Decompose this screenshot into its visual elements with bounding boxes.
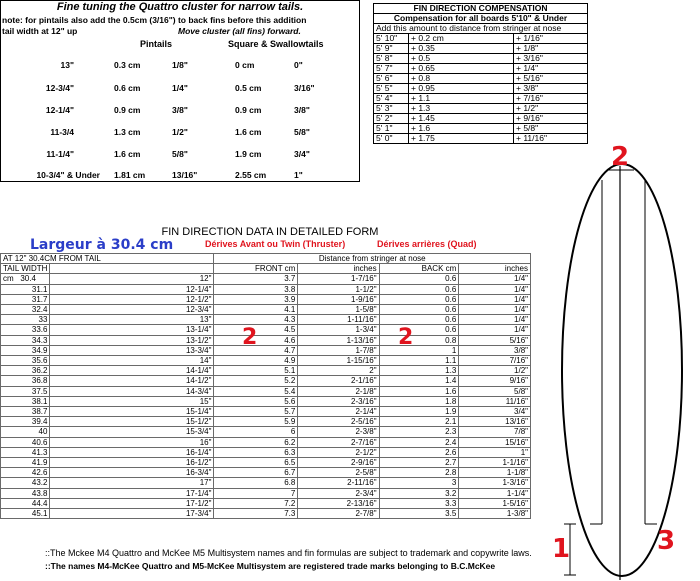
compensation-row (374, 64, 588, 74)
fin-direction-table (0, 253, 531, 519)
front-cm: 6.3 (214, 447, 298, 457)
square-inches: 0" (294, 60, 303, 70)
back-inches: 7/8" (459, 427, 531, 437)
back-cm: 3.2 (379, 488, 459, 498)
back-cm: 2.6 (379, 447, 459, 457)
add-cm: + 0.5 (409, 54, 514, 64)
width-cm: 38.1 (1, 396, 50, 406)
add-inches: + 1/16" (514, 34, 588, 44)
tail-width: 10-3/4" & Under (36, 170, 100, 180)
square-cm: 0 cm (235, 60, 255, 70)
header-back-cm: BACK cm (379, 264, 459, 274)
fine-tuning-row (0, 83, 360, 97)
board-length: 5' 5" (374, 84, 409, 94)
add-inches: + 11/16" (514, 134, 588, 144)
add-cm: + 1.45 (409, 114, 514, 124)
back-inches: 1/4" (459, 294, 531, 304)
surfboard-diagram (550, 160, 700, 581)
board-length: 5' 0" (374, 134, 409, 144)
back-cm: 1.8 (379, 396, 459, 406)
board-outline (562, 164, 682, 576)
table-row (1, 396, 531, 406)
front-inches: 2" (298, 366, 379, 376)
board-length: 5' 10" (374, 34, 409, 44)
fine-tuning-row (0, 170, 360, 184)
width-cm: 38.7 (1, 407, 50, 417)
board-length: 5' 1" (374, 124, 409, 134)
width-inches: 17-3/4" (50, 509, 214, 519)
width-cm: 35.6 (1, 356, 50, 366)
table-row (1, 417, 531, 427)
width-inches: 14-1/2" (50, 376, 214, 386)
back-inches: 11/16" (459, 396, 531, 406)
back-inches: 7/16" (459, 356, 531, 366)
square-cm: 1.9 cm (235, 149, 262, 159)
front-inches: 2-1/2" (298, 447, 379, 457)
pintail-inches: 1/4" (172, 83, 188, 93)
back-cm: 3.5 (379, 509, 459, 519)
back-cm: 0.6 (379, 325, 459, 335)
table-row (1, 376, 531, 386)
back-inches: 13/16" (459, 417, 531, 427)
front-inches: 2-3/16" (298, 396, 379, 406)
pintail-cm: 1.6 cm (114, 149, 141, 159)
width-inches: 13" (50, 315, 214, 325)
tail-width: 13" (60, 60, 74, 70)
front-cm: 5.7 (214, 407, 298, 417)
back-inches: 1-5/16" (459, 498, 531, 508)
tail-width-label: tail width at 12" up (2, 26, 78, 36)
width-cm: 41.9 (1, 458, 50, 468)
front-cm: 4.9 (214, 356, 298, 366)
board-marker-right: 3 (657, 526, 676, 556)
front-inches: 1-13/16" (298, 335, 379, 345)
table-row (1, 427, 531, 437)
fine-tuning-row (0, 127, 360, 141)
front-inches: 1-15/16" (298, 356, 379, 366)
compensation-instruction: Add this amount to distance from stringer at nose (374, 24, 588, 34)
back-fins-label: Dérives arrières (Quad) (377, 239, 477, 249)
front-inches: 2-13/16" (298, 498, 379, 508)
add-cm: + 0.65 (409, 64, 514, 74)
add-cm: + 0.95 (409, 84, 514, 94)
front-cm: 7.2 (214, 498, 298, 508)
front-fins-label: Dérives Avant ou Twin (Thruster) (205, 239, 346, 249)
add-inches: + 7/16" (514, 94, 588, 104)
width-inches: 15-1/4" (50, 407, 214, 417)
width-inches: 16-1/2" (50, 458, 214, 468)
board-length: 5' 8" (374, 54, 409, 64)
add-inches: + 5/16" (514, 74, 588, 84)
width-inches: 12-1/4" (50, 284, 214, 294)
back-cm: 1 (379, 345, 459, 355)
fine-tuning-row (0, 60, 360, 74)
width-cm: 39.4 (1, 417, 50, 427)
front-inches: 2-1/8" (298, 386, 379, 396)
back-cm: 0.6 (379, 274, 459, 284)
width-cm: 34.9 (1, 345, 50, 355)
width-cm: 36.2 (1, 366, 50, 376)
width-cm: 40.6 (1, 437, 50, 447)
back-inches: 5/8" (459, 386, 531, 396)
fine-tuning-row (0, 105, 360, 119)
back-inches: 1/4" (459, 305, 531, 315)
pintails-header: Pintails (140, 39, 173, 49)
front-inches: 2-7/8" (298, 509, 379, 519)
front-cm: 6 (214, 427, 298, 437)
front-inches: 2-5/16" (298, 417, 379, 427)
back-inches: 1/4" (459, 284, 531, 294)
compensation-row (374, 44, 588, 54)
back-cm: 2.1 (379, 417, 459, 427)
tail-width: 11-3/4 (50, 127, 74, 137)
back-inches: 1-3/16" (459, 478, 531, 488)
pintail-cm: 1.81 cm (114, 170, 146, 180)
back-inches: 1-3/8" (459, 509, 531, 519)
square-cm: 2.55 cm (235, 170, 267, 180)
width-cm: 31.7 (1, 294, 50, 304)
square-inches: 3/4" (294, 149, 310, 159)
table-row (1, 366, 531, 376)
width-inches: 16" (50, 437, 214, 447)
width-inches: 16-1/4" (50, 447, 214, 457)
back-inches: 1-1/8" (459, 468, 531, 478)
width-inches: 14-3/4" (50, 386, 214, 396)
back-inches: 1" (459, 447, 531, 457)
width-cm: 45.1 (1, 509, 50, 519)
add-inches: + 1/4" (514, 64, 588, 74)
compensation-row (374, 134, 588, 144)
pintail-inches: 5/8" (172, 149, 188, 159)
width-inches: 17-1/2" (50, 498, 214, 508)
width-inches: 15" (50, 396, 214, 406)
back-inches: 1-1/4" (459, 488, 531, 498)
width-cm: 43.8 (1, 488, 50, 498)
compensation-row (374, 94, 588, 104)
width-cm: 31.1 (1, 284, 50, 294)
table-row (1, 509, 531, 519)
unit-cm: cm (3, 274, 14, 284)
board-marker-left: 1 (552, 534, 571, 564)
back-inches: 1/4" (459, 325, 531, 335)
header-inches-back: inches (459, 264, 531, 274)
table-header-row (1, 254, 531, 264)
board-marker-top: 2 (611, 142, 630, 172)
width-inches: 12-3/4" (50, 305, 214, 315)
fine-tuning-title: Fine tuning the Quattro cluster for narrow tails. (56, 1, 304, 13)
front-inches: 2-7/16" (298, 437, 379, 447)
board-length: 5' 4" (374, 94, 409, 104)
board-length: 5' 2" (374, 114, 409, 124)
front-inches: 2-5/8" (298, 468, 379, 478)
square-swallowtails-header: Square & Swallowtails (228, 39, 324, 49)
front-inches: 1-5/8" (298, 305, 379, 315)
table-row (1, 488, 531, 498)
width-cm: 43.2 (1, 478, 50, 488)
add-inches: + 3/16" (514, 54, 588, 64)
width-inches: 13-1/2" (50, 335, 214, 345)
table-row (1, 325, 531, 335)
back-cm: 1.1 (379, 356, 459, 366)
table-row (1, 437, 531, 447)
front-cm: 6.5 (214, 458, 298, 468)
add-inches: + 3/8" (514, 84, 588, 94)
largeur-label: Largeur à 30.4 cm (30, 237, 174, 253)
header-front-cm: FRONT cm (214, 264, 298, 274)
tail-width: 11-1/4" (46, 149, 74, 159)
width-cm: 32.4 (1, 305, 50, 315)
tail-width: 12-1/4" (45, 105, 74, 115)
width-inches: 17" (50, 478, 214, 488)
back-cm: 0.8 (379, 335, 459, 345)
add-inches: + 1/8" (514, 44, 588, 54)
table-body (1, 284, 531, 519)
table-row (1, 274, 531, 284)
width-inches: 16-3/4" (50, 468, 214, 478)
compensation-row (374, 54, 588, 64)
compensation-row (374, 124, 588, 134)
front-cm: 4.6 (214, 335, 298, 345)
back-cm: 2.3 (379, 427, 459, 437)
width-cm: 41.3 (1, 447, 50, 457)
front-cm: 5.4 (214, 386, 298, 396)
table-row (1, 294, 531, 304)
table-row (1, 335, 531, 345)
back-inches: 3/8" (459, 345, 531, 355)
table-row (1, 284, 531, 294)
front-cm: 7 (214, 488, 298, 498)
table-row (1, 478, 531, 488)
table-row (1, 386, 531, 396)
front-cm: 6.8 (214, 478, 298, 488)
width-cm: 44.4 (1, 498, 50, 508)
front-cm: 4.3 (214, 315, 298, 325)
header-distance: Distance from stringer at nose (214, 254, 531, 264)
width-inches: 13-3/4" (50, 345, 214, 355)
front-cm: 3.9 (214, 294, 298, 304)
unit-cell (1, 274, 50, 284)
front-cm: 4.1 (214, 305, 298, 315)
pintail-inches: 3/8" (172, 105, 188, 115)
header-tail-width: TAIL WIDTH (1, 264, 50, 274)
add-inches: + 5/8" (514, 124, 588, 134)
compensation-title: FIN DIRECTION COMPENSATION (374, 4, 588, 14)
compensation-row (374, 104, 588, 114)
back-inches: 15/16" (459, 437, 531, 447)
add-cm: + 0.8 (409, 74, 514, 84)
pintail-inches: 1/8" (172, 60, 188, 70)
table-row (1, 345, 531, 355)
square-cm: 1.6 cm (235, 127, 262, 137)
add-inches: + 9/16" (514, 114, 588, 124)
back-inches: 1/4" (459, 315, 531, 325)
back-cm: 3 (379, 478, 459, 488)
table-row (1, 305, 531, 315)
back-inches: 5/16" (459, 335, 531, 345)
back-inches: 3/4" (459, 407, 531, 417)
table-row (1, 356, 531, 366)
back-cm: 1.3 (379, 366, 459, 376)
compensation-row (374, 74, 588, 84)
pintail-cm: 0.9 cm (114, 105, 141, 115)
compensation-subtitle: Compensation for all boards 5'10" & Under (374, 14, 588, 24)
footer-trademark-note: ::The Mckee M4 Quattro and McKee M5 Multisystem names and fin formulas are subject to trademark and copywrite laws. (45, 548, 532, 558)
width-cm: 42.6 (1, 468, 50, 478)
width-cm: 37.5 (1, 386, 50, 396)
front-inches: 2-1/4" (298, 407, 379, 417)
square-inches: 1" (294, 170, 303, 180)
width-inches: 14" (50, 356, 214, 366)
main-table-title: FIN DIRECTION DATA IN DETAILED FORM (161, 226, 379, 238)
width-cm: 34.3 (1, 335, 50, 345)
back-cm: 2.7 (379, 458, 459, 468)
square-cm: 0.9 cm (235, 105, 262, 115)
board-length: 5' 9" (374, 44, 409, 54)
tail-width: 12-3/4" (45, 83, 74, 93)
add-cm: + 1.1 (409, 94, 514, 104)
width-inches: 12" (50, 274, 214, 284)
table-row (1, 458, 531, 468)
front-cm: 6.2 (214, 437, 298, 447)
fine-tuning-row (0, 149, 360, 163)
header-tail-at: AT 12" 30.4CM FROM TAIL (1, 254, 214, 264)
width-cm: 33.6 (1, 325, 50, 335)
compensation-row (374, 114, 588, 124)
front-inches: 2-3/8" (298, 427, 379, 437)
board-length: 5' 6" (374, 74, 409, 84)
width-cm: 33 (1, 315, 50, 325)
front-inches: 1-7/16" (298, 274, 379, 284)
board-length: 5' 3" (374, 104, 409, 114)
add-inches: + 1/2" (514, 104, 588, 114)
unit-value: 30.4 (20, 274, 36, 284)
table-header-row (1, 264, 531, 274)
table-row (1, 407, 531, 417)
back-cm: 2.4 (379, 437, 459, 447)
front-cm: 3.7 (214, 274, 298, 284)
back-inches: 9/16" (459, 376, 531, 386)
back-fin-marker: 2 (398, 325, 414, 350)
table-row (1, 315, 531, 325)
back-inches: 1/2" (459, 366, 531, 376)
pintail-cm: 0.3 cm (114, 60, 141, 70)
front-fin-marker: 2 (242, 325, 258, 350)
front-cm: 3.8 (214, 284, 298, 294)
pintail-cm: 1.3 cm (114, 127, 141, 137)
fine-tuning-note: note: for pintails also add the 0.5cm (3/16") to back fins before this addition (2, 15, 307, 25)
pintail-cm: 0.6 cm (114, 83, 141, 93)
front-cm: 4.7 (214, 345, 298, 355)
table-row (1, 447, 531, 457)
add-cm: + 1.3 (409, 104, 514, 114)
back-cm: 3.3 (379, 498, 459, 508)
front-inches: 1-7/8" (298, 345, 379, 355)
compensation-table (373, 3, 588, 144)
width-inches: 17-1/4" (50, 488, 214, 498)
back-cm: 0.6 (379, 284, 459, 294)
header-empty (50, 264, 214, 274)
width-inches: 14-1/4" (50, 366, 214, 376)
front-cm: 5.1 (214, 366, 298, 376)
add-cm: + 1.75 (409, 134, 514, 144)
width-inches: 15-1/2" (50, 417, 214, 427)
add-cm: + 0.35 (409, 44, 514, 54)
table-row (1, 498, 531, 508)
square-inches: 5/8" (294, 127, 310, 137)
back-cm: 0.6 (379, 315, 459, 325)
front-cm: 6.7 (214, 468, 298, 478)
back-cm: 0.6 (379, 294, 459, 304)
header-inches: inches (298, 264, 379, 274)
front-inches: 1-9/16" (298, 294, 379, 304)
front-inches: 1-3/4" (298, 325, 379, 335)
width-cm: 36.8 (1, 376, 50, 386)
back-inches: 1/4" (459, 274, 531, 284)
footer-registered-note: ::The names M4-McKee Quattro and M5-McKee Multisystem are registered trade marks belonging to B.C.McKee (45, 561, 496, 571)
back-cm: 2.8 (379, 468, 459, 478)
add-cm: + 1.6 (409, 124, 514, 134)
width-inches: 15-3/4" (50, 427, 214, 437)
table-row (1, 468, 531, 478)
front-cm: 5.2 (214, 376, 298, 386)
pintail-inches: 13/16" (172, 170, 198, 180)
front-cm: 5.6 (214, 396, 298, 406)
back-cm: 0.6 (379, 305, 459, 315)
compensation-row (374, 84, 588, 94)
back-cm: 1.6 (379, 386, 459, 396)
back-cm: 1.4 (379, 376, 459, 386)
back-cm: 1.9 (379, 407, 459, 417)
front-inches: 2-1/16" (298, 376, 379, 386)
front-inches: 2-3/4" (298, 488, 379, 498)
width-cm: 40 (1, 427, 50, 437)
square-inches: 3/8" (294, 105, 310, 115)
move-cluster-label: Move cluster (all fins) forward. (178, 26, 301, 36)
front-inches: 1-11/16" (298, 315, 379, 325)
width-inches: 13-1/4" (50, 325, 214, 335)
front-cm: 5.9 (214, 417, 298, 427)
front-cm: 4.5 (214, 325, 298, 335)
width-inches: 12-1/2" (50, 294, 214, 304)
front-cm: 7.3 (214, 509, 298, 519)
square-cm: 0.5 cm (235, 83, 262, 93)
compensation-row (374, 34, 588, 44)
back-inches: 1-1/16" (459, 458, 531, 468)
front-inches: 1-1/2" (298, 284, 379, 294)
front-inches: 2-11/16" (298, 478, 379, 488)
pintail-inches: 1/2" (172, 127, 188, 137)
front-inches: 2-9/16" (298, 458, 379, 468)
board-length: 5' 7" (374, 64, 409, 74)
square-inches: 3/16" (294, 83, 315, 93)
add-cm: + 0.2 cm (409, 34, 514, 44)
